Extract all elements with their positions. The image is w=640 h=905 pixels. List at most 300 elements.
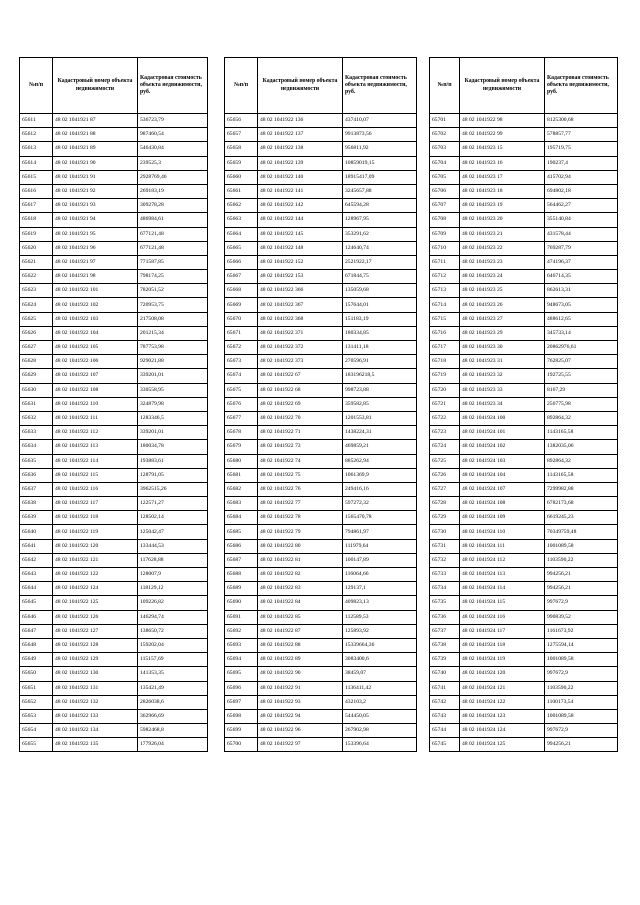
- table-row: [430, 199, 618, 213]
- cadastral-value: 256775,98: [545, 397, 618, 411]
- cadastral-number: 48 02 1041922 113: [53, 440, 138, 454]
- cadastral-number: 48 02 1041924 123: [460, 709, 545, 723]
- row-number: 65681: [225, 468, 258, 482]
- row-number: 65713: [430, 284, 460, 298]
- table-row: [20, 454, 208, 468]
- row-number: 65731: [430, 539, 460, 553]
- row-number: 65719: [430, 369, 460, 383]
- cadastral-number: 48 02 1041924 114: [460, 582, 545, 596]
- table-row: [20, 341, 208, 355]
- cadastral-number: 48 02 1041922 124: [53, 582, 138, 596]
- table-row: [20, 738, 208, 752]
- cadastral-number: 48 02 1041922 74: [258, 454, 343, 468]
- cadastral-number: 48 02 1041924 113: [460, 568, 545, 582]
- cadastral-value: 1382035,06: [545, 440, 618, 454]
- cadastral-value: 2928769,46: [138, 170, 208, 184]
- row-number: 65730: [430, 525, 460, 539]
- cadastral-number: 48 02 1041922 110: [53, 397, 138, 411]
- cadastral-number: 48 02 1041922 134: [53, 724, 138, 738]
- header-cadastral-number: Кадастровый номер объекта недвижимости: [53, 58, 138, 114]
- table-row: [20, 156, 208, 170]
- row-number: 65716: [430, 326, 460, 340]
- row-number: 65698: [225, 709, 258, 723]
- cadastral-value: 997672,9: [545, 596, 618, 610]
- cadastral-value: 1438224,31: [343, 426, 417, 440]
- row-number: 65738: [430, 638, 460, 652]
- table-row: [20, 184, 208, 198]
- row-number: 65677: [225, 411, 258, 425]
- cadastral-value: 309278,28: [138, 199, 208, 213]
- cadastral-number: 48 02 1041922 121: [53, 553, 138, 567]
- cadastral-value: 133444,53: [138, 539, 208, 553]
- row-number: 65737: [430, 624, 460, 638]
- table-row: [225, 411, 417, 425]
- cadastral-value: 353291,62: [343, 227, 417, 241]
- cadastral-value: 1001089,58: [545, 709, 618, 723]
- cadastral-value: 782051,52: [138, 284, 208, 298]
- table-row: [20, 610, 208, 624]
- table-row: [225, 596, 417, 610]
- cadastral-value: 994256,21: [545, 582, 618, 596]
- table-row: [430, 440, 618, 454]
- cadastral-number: 48 02 1041922 135: [53, 738, 138, 752]
- cadastral-number: 48 02 1041922 102: [53, 298, 138, 312]
- row-number: 65733: [430, 568, 460, 582]
- table-row: [20, 411, 208, 425]
- cadastral-value: 112589,53: [343, 610, 417, 624]
- row-number: 65699: [225, 724, 258, 738]
- cadastral-number: 48 02 1041923 18: [460, 184, 545, 198]
- cadastral-value: 929021,88: [138, 355, 208, 369]
- row-number: 65643: [20, 568, 53, 582]
- cadastral-value: 18915417,09: [343, 170, 417, 184]
- cadastral-number: 48 02 1041922 118: [53, 511, 138, 525]
- row-number: 65707: [430, 199, 460, 213]
- row-number: 65660: [225, 170, 258, 184]
- cadastral-number: 48 02 1041924 107: [460, 482, 545, 496]
- row-number: 65615: [20, 170, 53, 184]
- cadastral-number: 48 02 1041924 110: [460, 525, 545, 539]
- cadastral-number: 48 02 1041922 106: [53, 355, 138, 369]
- table-row: [430, 653, 618, 667]
- cadastral-number: 48 02 1041922 136: [258, 114, 343, 128]
- cadastral-number: 48 02 1041922 115: [53, 468, 138, 482]
- row-number: 65700: [225, 738, 258, 752]
- cadastral-value: 267902,98: [343, 724, 417, 738]
- row-number: 65613: [20, 142, 53, 156]
- row-number: 65691: [225, 610, 258, 624]
- cadastral-value: 564462,27: [545, 199, 618, 213]
- table-row: [430, 326, 618, 340]
- cadastral-number: 48 02 1041922 71: [258, 426, 343, 440]
- table-row: [225, 227, 417, 241]
- cadastral-number: 48 02 1041921 92: [53, 184, 138, 198]
- table-row: [225, 184, 417, 198]
- table-row: [225, 128, 417, 142]
- table-row: [430, 681, 618, 695]
- row-number: 65669: [225, 298, 258, 312]
- cadastral-number: 48 02 1041922 68: [258, 383, 343, 397]
- cadastral-number: 48 02 1041923 33: [460, 383, 545, 397]
- table-row: [430, 667, 618, 681]
- row-number: 65674: [225, 369, 258, 383]
- cadastral-number: 48 02 1041923 25: [460, 284, 545, 298]
- cadastral-number: 48 02 1041922 103: [53, 312, 138, 326]
- cadastral-value: 5982468,8: [138, 724, 208, 738]
- row-number: 65742: [430, 695, 460, 709]
- cadastral-value: 192725,55: [545, 369, 618, 383]
- table-row: [430, 695, 618, 709]
- cadastral-value: 987460,54: [138, 128, 208, 142]
- cadastral-value: 249416,16: [343, 482, 417, 496]
- row-number: 65727: [430, 482, 460, 496]
- cadastral-number: 48 02 1041922 78: [258, 511, 343, 525]
- cadastral-value: 956811,92: [343, 142, 417, 156]
- cadastral-number: 48 02 1041922 153: [258, 270, 343, 284]
- table-row: [225, 114, 417, 128]
- cadastral-value: 109226,82: [138, 596, 208, 610]
- cadastral-number: 48 02 1041922 73: [258, 440, 343, 454]
- row-number: 65672: [225, 341, 258, 355]
- cadastral-number: 48 02 1041923 29: [460, 326, 545, 340]
- cadastral-value: 486984,61: [138, 213, 208, 227]
- cadastral-value: 128502,14: [138, 511, 208, 525]
- row-number: 65694: [225, 653, 258, 667]
- cadastral-value: 415702,94: [545, 170, 618, 184]
- register-table-2: [224, 57, 417, 752]
- cadastral-value: 1201553,81: [343, 411, 417, 425]
- table-row: [20, 326, 208, 340]
- register-table-1: [19, 57, 208, 752]
- cadastral-number: 48 02 1041921 97: [53, 255, 138, 269]
- table-row: [430, 610, 618, 624]
- cadastral-number: 48 02 1041924 104: [460, 468, 545, 482]
- table-row: [20, 284, 208, 298]
- cadastral-number: 48 02 1041924 111: [460, 539, 545, 553]
- cadastral-value: 180034,78: [138, 440, 208, 454]
- cadastral-number: 48 02 1041923 16: [460, 156, 545, 170]
- table-row: [20, 582, 208, 596]
- table-row: [430, 582, 618, 596]
- table-row: [430, 709, 618, 723]
- row-number: 65687: [225, 553, 258, 567]
- cadastral-value: 677121,48: [138, 241, 208, 255]
- row-number: 65740: [430, 667, 460, 681]
- cadastral-number: 48 02 1041922 88: [258, 638, 343, 652]
- row-number: 65637: [20, 482, 53, 496]
- cadastral-number: 48 02 1041922 117: [53, 497, 138, 511]
- row-number: 65665: [225, 241, 258, 255]
- table-row: [430, 312, 618, 326]
- cadastral-number: 48 02 1041923 22: [460, 241, 545, 255]
- cadastral-number: 48 02 1041923 26: [460, 298, 545, 312]
- cadastral-value: 671844,75: [343, 270, 417, 284]
- table-row: [430, 284, 618, 298]
- cadastral-value: 135421,49: [138, 681, 208, 695]
- cadastral-number: 48 02 1041922 90: [258, 667, 343, 681]
- row-number: 65685: [225, 525, 258, 539]
- row-number: 65712: [430, 270, 460, 284]
- cadastral-value: 3083400,6: [343, 653, 417, 667]
- table-row: [20, 369, 208, 383]
- row-number: 65653: [20, 709, 53, 723]
- row-number: 65655: [20, 738, 53, 752]
- cadastral-number: 48 02 1041922 128: [53, 638, 138, 652]
- table-row: [430, 156, 618, 170]
- table-row: [225, 199, 417, 213]
- cadastral-value: 646714,35: [545, 270, 618, 284]
- cadastral-number: 48 02 1041923 34: [460, 397, 545, 411]
- cadastral-value: 1283346,5: [138, 411, 208, 425]
- row-number: 65649: [20, 653, 53, 667]
- table-row: [430, 270, 618, 284]
- cadastral-value: 8125300,68: [545, 114, 618, 128]
- cadastral-value: 885262,94: [343, 454, 417, 468]
- table-row: [225, 255, 417, 269]
- cadastral-value: 787753,98: [138, 341, 208, 355]
- row-number: 65628: [20, 355, 53, 369]
- table-row: [430, 638, 618, 652]
- cadastral-number: 48 02 1041924 120: [460, 667, 545, 681]
- table-row: [430, 184, 618, 198]
- cadastral-number: 48 02 1041922 101: [53, 284, 138, 298]
- cadastral-value: 409823,13: [343, 596, 417, 610]
- cadastral-value: 270596,91: [343, 355, 417, 369]
- cadastral-value: 794861,97: [343, 525, 417, 539]
- row-number: 65693: [225, 638, 258, 652]
- cadastral-value: 546430,84: [138, 142, 208, 156]
- cadastral-number: 48 02 1041922 152: [258, 255, 343, 269]
- table-row: [20, 270, 208, 284]
- cadastral-value: 769287,79: [545, 241, 618, 255]
- cadastral-value: 1565470,78: [343, 511, 417, 525]
- row-number: 65667: [225, 270, 258, 284]
- cadastral-number: 48 02 1041922 148: [258, 241, 343, 255]
- cadastral-number: 48 02 1041922 93: [258, 695, 343, 709]
- cadastral-value: 2826038,6: [138, 695, 208, 709]
- cadastral-value: 994256,21: [545, 738, 618, 752]
- cadastral-number: 48 02 1041922 107: [53, 369, 138, 383]
- cadastral-value: 183196218,5: [343, 369, 417, 383]
- table-row: [225, 638, 417, 652]
- cadastral-value: 6619245,23: [545, 511, 618, 525]
- table-row: [20, 525, 208, 539]
- cadastral-value: 190237,4: [545, 156, 618, 170]
- cadastral-number: 48 02 1041923 31: [460, 355, 545, 369]
- cadastral-number: 48 02 1041921 91: [53, 170, 138, 184]
- table-row: [430, 539, 618, 553]
- cadastral-value: 128791,05: [138, 468, 208, 482]
- row-number: 65673: [225, 355, 258, 369]
- row-number: 65736: [430, 610, 460, 624]
- row-number: 65650: [20, 667, 53, 681]
- row-number: 65663: [225, 213, 258, 227]
- row-number: 65617: [20, 199, 53, 213]
- cadastral-number: 48 02 1041921 90: [53, 156, 138, 170]
- row-number: 65714: [430, 298, 460, 312]
- cadastral-value: 645594,28: [343, 199, 417, 213]
- cadastral-value: 362966,69: [138, 709, 208, 723]
- cadastral-value: 536723,79: [138, 114, 208, 128]
- table-row: [20, 482, 208, 496]
- row-number: 65725: [430, 454, 460, 468]
- table-row: [225, 738, 417, 752]
- row-number: 65623: [20, 284, 53, 298]
- row-number: 65743: [430, 709, 460, 723]
- cadastral-value: 437410,07: [343, 114, 417, 128]
- cadastral-number: 48 02 1041922 80: [258, 539, 343, 553]
- row-number: 65732: [430, 553, 460, 567]
- row-number: 65646: [20, 610, 53, 624]
- cadastral-number: 48 02 1041924 125: [460, 738, 545, 752]
- cadastral-number: 48 02 1041922 120: [53, 539, 138, 553]
- cadastral-value: 1275594,14: [545, 638, 618, 652]
- table-row: [430, 525, 618, 539]
- table-row: [430, 553, 618, 567]
- table-row: [225, 298, 417, 312]
- cadastral-value: 1100173,54: [545, 695, 618, 709]
- row-number: 65621: [20, 255, 53, 269]
- table-row: [20, 667, 208, 681]
- row-number: 65682: [225, 482, 258, 496]
- row-number: 65634: [20, 440, 53, 454]
- cadastral-value: 798174,25: [138, 270, 208, 284]
- table-row: [430, 213, 618, 227]
- cadastral-number: 48 02 1041924 103: [460, 454, 545, 468]
- cadastral-value: 7299982,88: [545, 482, 618, 496]
- table-row: [20, 638, 208, 652]
- table-row: [430, 298, 618, 312]
- table-row: [430, 341, 618, 355]
- table-row: [225, 312, 417, 326]
- table-row: [20, 199, 208, 213]
- header-cadastral-number: Кадастровый номер объекта недвижимости: [460, 58, 545, 114]
- row-number: 65671: [225, 326, 258, 340]
- row-number: 65721: [430, 397, 460, 411]
- cadastral-value: 771587,85: [138, 255, 208, 269]
- cadastral-number: 48 02 1041922 112: [53, 426, 138, 440]
- cadastral-number: 48 02 1041924 117: [460, 624, 545, 638]
- cadastral-number: 48 02 1041922 104: [53, 326, 138, 340]
- cadastral-number: 48 02 1041922 145: [258, 227, 343, 241]
- table-row: [225, 525, 417, 539]
- cadastral-number: 48 02 1041922 130: [53, 667, 138, 681]
- table-row: [20, 255, 208, 269]
- table-row: [225, 468, 417, 482]
- table-row: [430, 511, 618, 525]
- cadastral-number: 48 02 1041923 24: [460, 270, 545, 284]
- row-number: 65680: [225, 454, 258, 468]
- table-row: [430, 482, 618, 496]
- cadastral-number: 48 02 1041922 97: [258, 738, 343, 752]
- row-number: 65645: [20, 596, 53, 610]
- table-row: [225, 341, 417, 355]
- row-number: 65701: [430, 114, 460, 128]
- cadastral-value: 8167,29: [545, 383, 618, 397]
- table-row: [430, 128, 618, 142]
- table-row: [225, 397, 417, 411]
- cadastral-value: 862613,31: [545, 284, 618, 298]
- header-cadastral-value: Кадастровая стоимость объекта недвижимости, руб.: [545, 58, 618, 114]
- table-row: [430, 369, 618, 383]
- row-number: 65692: [225, 624, 258, 638]
- cadastral-value: 269183,19: [138, 184, 208, 198]
- cadastral-value: 997672,9: [545, 724, 618, 738]
- row-number: 65695: [225, 667, 258, 681]
- cadastral-number: 48 02 1041922 89: [258, 653, 343, 667]
- row-number: 65728: [430, 497, 460, 511]
- row-number: 65658: [225, 142, 258, 156]
- row-number: 65710: [430, 241, 460, 255]
- table-header-row: [430, 58, 618, 114]
- header-number: №п/п: [225, 58, 258, 114]
- table-row: [20, 426, 208, 440]
- row-number: 65705: [430, 170, 460, 184]
- row-number: 65629: [20, 369, 53, 383]
- table-row: [20, 241, 208, 255]
- row-number: 65718: [430, 355, 460, 369]
- row-number: 65622: [20, 270, 53, 284]
- cadastral-value: 9913873,56: [343, 128, 417, 142]
- cadastral-number: 48 02 1041922 131: [53, 681, 138, 695]
- cadastral-number: 48 02 1041924 118: [460, 638, 545, 652]
- cadastral-value: 116064,66: [343, 568, 417, 582]
- cadastral-number: 48 02 1041921 94: [53, 213, 138, 227]
- cadastral-number: 48 02 1041922 76: [258, 482, 343, 496]
- table-row: [430, 255, 618, 269]
- table-row: [20, 298, 208, 312]
- cadastral-number: 48 02 1041922 98: [460, 114, 545, 128]
- table-row: [20, 128, 208, 142]
- cadastral-number: 48 02 1041922 96: [258, 724, 343, 738]
- table-row: [20, 497, 208, 511]
- cadastral-value: 345733,14: [545, 326, 618, 340]
- header-cadastral-value: Кадастровая стоимость объекта недвижимости, руб.: [343, 58, 417, 114]
- cadastral-number: 48 02 1041922 372: [258, 341, 343, 355]
- table-row: [430, 241, 618, 255]
- cadastral-value: 128967,95: [343, 213, 417, 227]
- table-row: [225, 724, 417, 738]
- cadastral-number: 48 02 1041922 371: [258, 326, 343, 340]
- cadastral-number: 48 02 1041922 79: [258, 525, 343, 539]
- cadastral-value: 488612,65: [545, 312, 618, 326]
- cadastral-value: 355140,84: [545, 213, 618, 227]
- row-number: 65640: [20, 525, 53, 539]
- row-number: 65735: [430, 596, 460, 610]
- cadastral-number: 48 02 1041921 96: [53, 241, 138, 255]
- cadastral-value: 677121,48: [138, 227, 208, 241]
- table-row: [430, 468, 618, 482]
- cadastral-value: 201215,34: [138, 326, 208, 340]
- cadastral-value: 125893,92: [343, 624, 417, 638]
- table-row: [225, 440, 417, 454]
- table-row: [430, 170, 618, 184]
- row-number: 65708: [430, 213, 460, 227]
- row-number: 65624: [20, 298, 53, 312]
- cadastral-number: 48 02 1041922 87: [258, 624, 343, 638]
- row-number: 65633: [20, 426, 53, 440]
- row-number: 65616: [20, 184, 53, 198]
- cadastral-value: 70349759,48: [545, 525, 618, 539]
- row-number: 65720: [430, 383, 460, 397]
- cadastral-value: 157644,01: [343, 298, 417, 312]
- cadastral-number: 48 02 1041922 140: [258, 170, 343, 184]
- cadastral-value: 1143165,58: [545, 426, 618, 440]
- row-number: 65683: [225, 497, 258, 511]
- row-number: 65612: [20, 128, 53, 142]
- table-row: [225, 667, 417, 681]
- cadastral-number: 48 02 1041924 122: [460, 695, 545, 709]
